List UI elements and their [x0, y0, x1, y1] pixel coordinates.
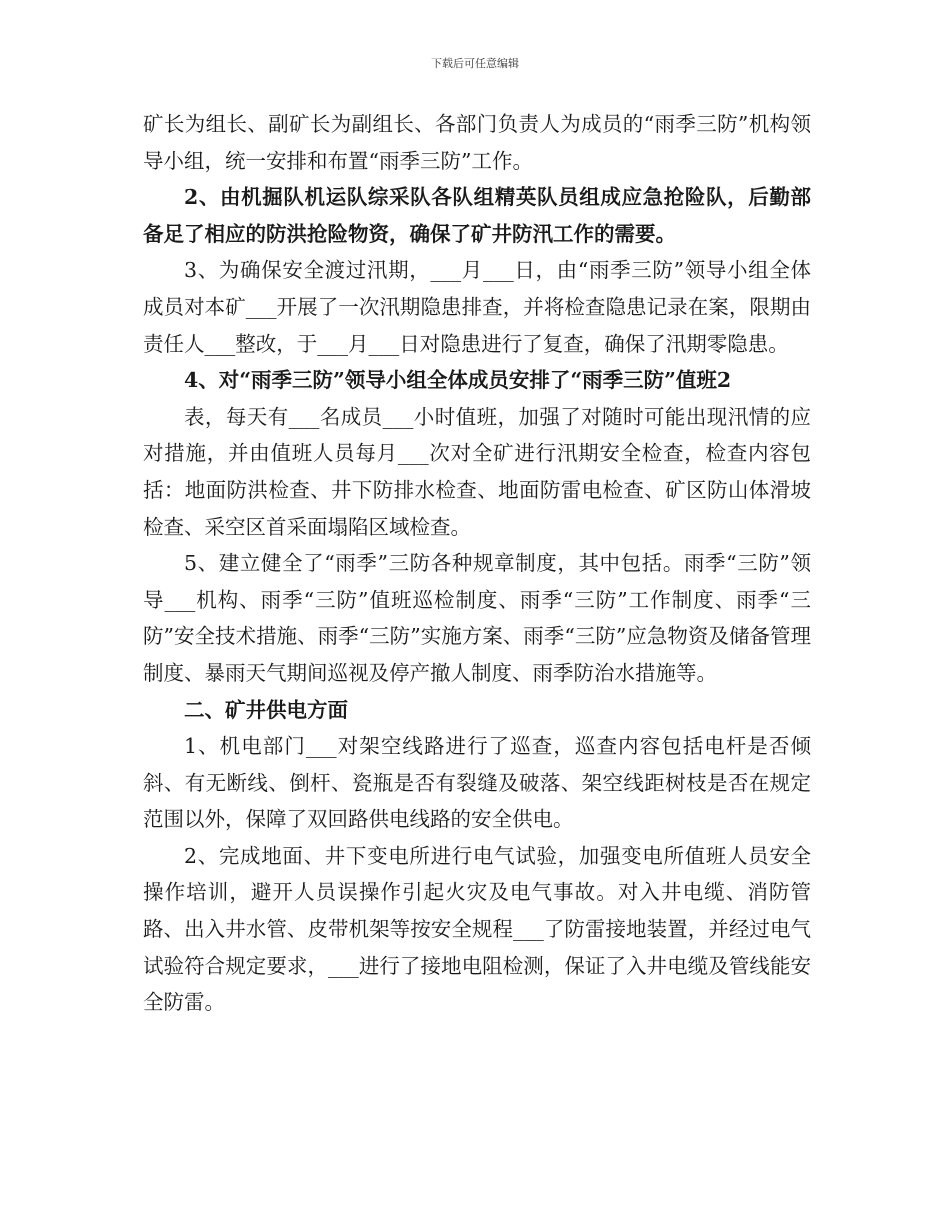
paragraph-electrical-testing: 2、完成地面、井下变电所进行电气试验，加强变电所值班人员安全操作培训，避开人员误操作引起火灾及电气事故。对入井电缆、消防管路、出入井水管、皮带机架等按安全规程___了防雷接地装置，并经过电气试验符合规定要求，___进行了接地电阻检测，保证了入井电缆及管线能安全防雷。	[143, 843, 811, 1015]
paragraph-duty-schedule: 表，每天有___名成员___小时值班，加强了对随时可能出现汛情的应对措施，并由值班人员每月___次对全矿进行汛期安全检查，检查内容包括：地面防洪检查、井下防排水检查、地面防雷电检查、矿区防山体滑坡检查、采空区首采面塌陷区域检查。	[143, 404, 811, 539]
section-heading-power-supply: 二、矿井供电方面	[184, 697, 348, 722]
paragraph-overhead-line-inspection: 1、机电部门___对架空线路进行了巡查，巡查内容包括电杆是否倾斜、有无断线、倒杆、瓷瓶是否有裂缝及破落、架空线距树枝是否在规定范围以外，保障了双回路供电线路的安全供电。	[143, 734, 811, 832]
document-body	[143, 106, 811, 1021]
page-header-note: 下载后可任意编辑	[431, 57, 519, 70]
paragraph-emergency-team: 2、由机掘队机运队综采队各队组精英队员组成应急抢险队，后勤部备足了相应的防洪抢险物资，确保了矿井防汛工作的需要。	[143, 185, 811, 246]
paragraph-duty-schedule-heading: 4、对“雨季三防”领导小组全体成员安排了“雨季三防”值班2	[184, 368, 732, 393]
paragraph-leading-group: 矿长为组长、副矿长为副组长、各部门负责人为成员的“雨季三防”机构领导小组，统一安排和布置“雨季三防”工作。	[143, 112, 811, 173]
paragraph-hazard-inspection: 3、为确保安全渡过汛期，___月___日，由“雨季三防”领导小组全体成员对本矿___开展了一次汛期隐患排查，并将检查隐患记录在案，限期由责任人___整改，于___月___日对隐患进行了复查，确保了汛期零隐患。	[143, 258, 811, 356]
paragraph-regulations: 5、建立健全了“雨季”三防各种规章制度，其中包括。雨季“三防”领导___机构、雨季“三防”值班巡检制度、雨季“三防”工作制度、雨季“三防”安全技术措施、雨季“三防”实施方案、雨季“三防”应急物资及储备管理制度、暴雨天气期间巡视及停产撤人制度、雨季防治水措施等。	[143, 551, 811, 685]
